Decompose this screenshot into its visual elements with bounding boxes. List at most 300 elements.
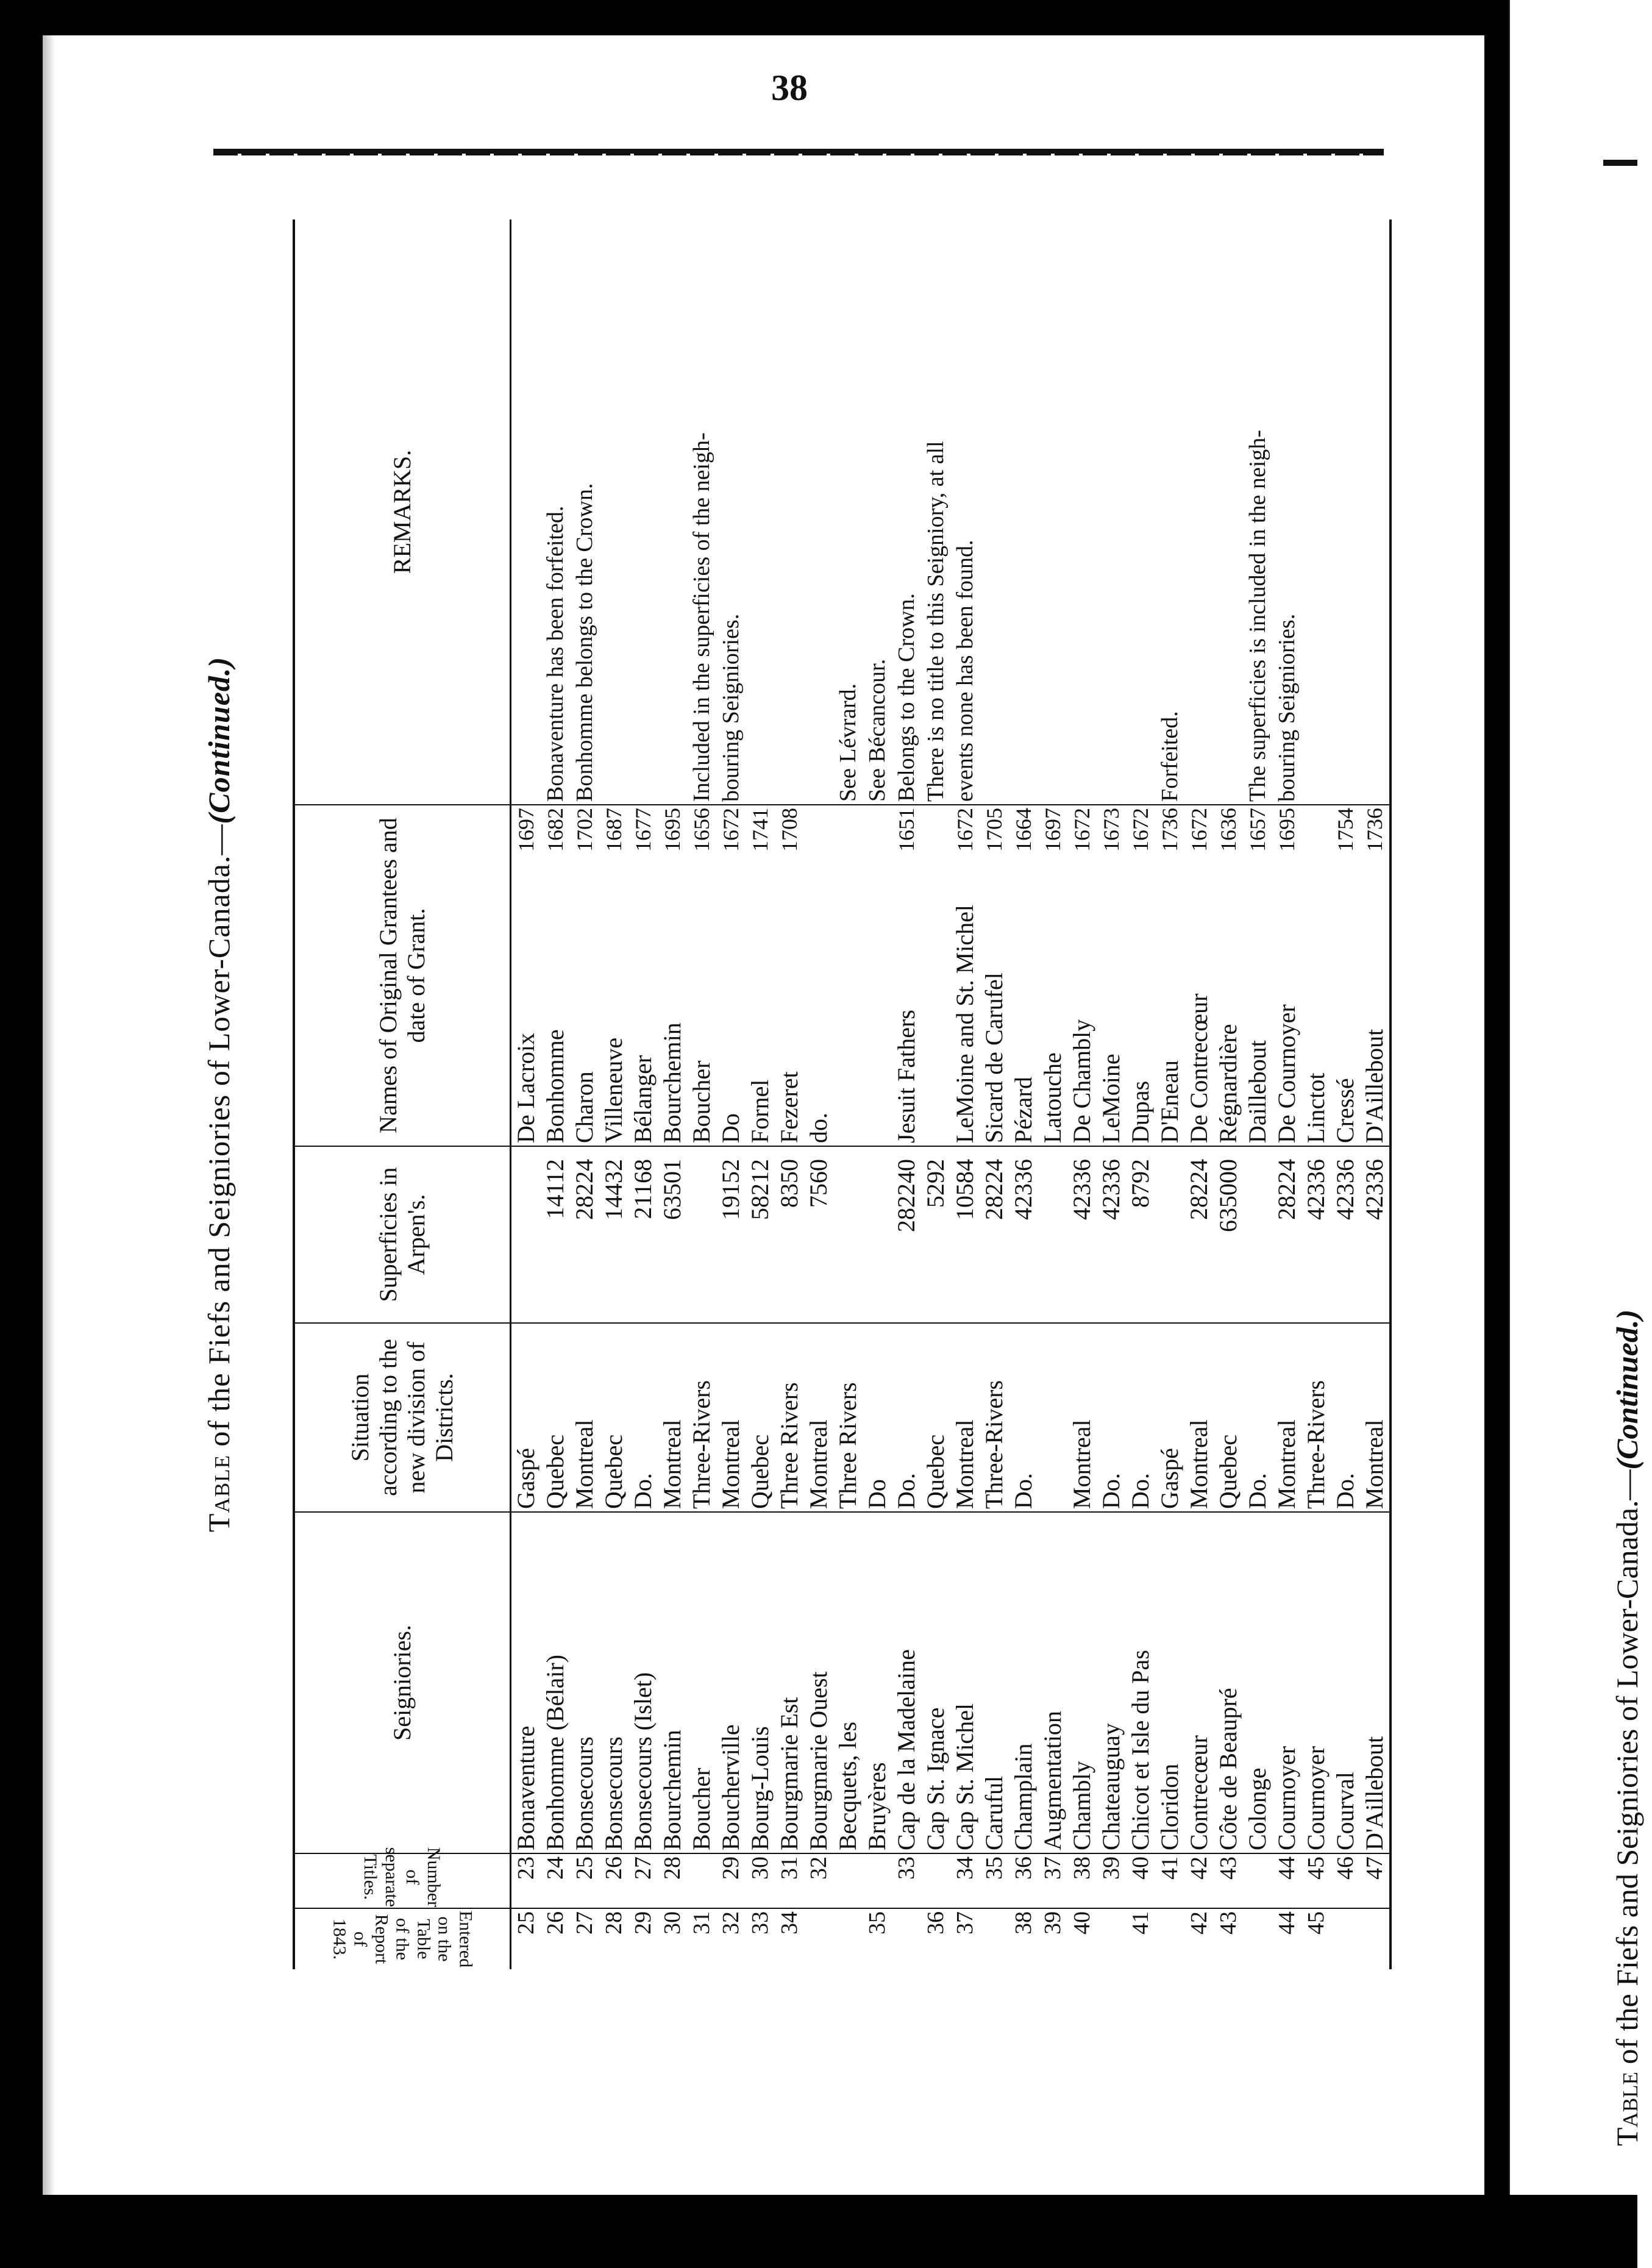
grant-date: 1672 <box>1070 808 1094 852</box>
cell-situation: Three Rivers <box>833 1323 863 1512</box>
cell-number <box>863 1853 892 1908</box>
cell-number: 38 <box>1067 1853 1097 1908</box>
cell-seigniory: Bourgmarie Est <box>775 1512 804 1853</box>
cell-situation: Do <box>863 1323 892 1512</box>
cell-remarks <box>1214 219 1243 805</box>
cell-situation: Montreal <box>1360 1323 1390 1512</box>
cell-seigniory: Caruful <box>980 1512 1009 1853</box>
cell-remarks: Forfeited. <box>1155 219 1184 805</box>
cell-superficies: 28224 <box>1184 1146 1214 1323</box>
cell-grantee <box>1155 805 1184 1146</box>
table-row <box>511 219 541 1969</box>
cell-number: 44 <box>1272 1853 1301 1908</box>
table-row <box>1097 219 1126 1969</box>
header-remarks: REMARKS. <box>294 219 511 805</box>
cell-grantee <box>1097 805 1126 1146</box>
cell-grantee <box>775 805 804 1146</box>
cell-superficies: 28224 <box>1272 1146 1301 1323</box>
cell-entered: 36 <box>923 1911 949 1935</box>
grant-date: 1656 <box>689 808 714 852</box>
cell-remarks: The superficies is included in the neigh- <box>1243 219 1272 805</box>
cell-superficies: 14432 <box>599 1146 628 1323</box>
header-superficies: Superficies in Arpen's. <box>294 1146 511 1323</box>
grantee-name: De Cournoyer <box>1273 1004 1300 1143</box>
grant-date: 1672 <box>1187 808 1211 852</box>
grant-date: 1677 <box>631 808 655 852</box>
grantee-name: LeMoine <box>1097 1054 1125 1143</box>
cell-entered <box>1360 1908 1390 1969</box>
cell-number: 31 <box>775 1853 804 1908</box>
grant-date: 1741 <box>748 808 772 852</box>
cell-grantee <box>892 805 921 1146</box>
table-row <box>1126 219 1155 1969</box>
cell-remarks: Bonaventure has been forfeited. <box>541 219 570 805</box>
grantee-name: Fornel <box>746 1079 774 1143</box>
cell-entered <box>1331 1908 1360 1969</box>
cell-situation: Montreal <box>1184 1323 1214 1512</box>
cell-situation: Gaspé <box>1155 1323 1184 1512</box>
cell-grantee <box>746 805 775 1146</box>
cell-number: 34 <box>950 1853 980 1908</box>
cell-situation: Montreal <box>570 1323 599 1512</box>
cell-superficies <box>1243 1146 1272 1323</box>
cell-situation: Do. <box>1126 1323 1155 1512</box>
grantee-name: Fezeret <box>775 1071 803 1143</box>
cell-number: 35 <box>980 1853 1009 1908</box>
cell-seigniory: D'Aillebout <box>1360 1512 1390 1853</box>
table-row <box>950 219 980 1969</box>
cell-grantee <box>921 805 950 1146</box>
cell-seigniory: Cloridon <box>1155 1512 1184 1853</box>
cell-number: 27 <box>628 1853 658 1908</box>
cell-entered: 25 <box>513 1911 539 1935</box>
cell-entered <box>833 1908 863 1969</box>
cell-superficies: 8792 <box>1126 1146 1155 1323</box>
cell-superficies: 5292 <box>921 1146 950 1323</box>
cell-entered <box>980 1908 1009 1969</box>
cell-number: 23 <box>511 1853 541 1908</box>
cell-entered: 29 <box>630 1911 656 1935</box>
grant-date: 1695 <box>1275 808 1299 852</box>
grant-date: 1702 <box>572 808 597 852</box>
cell-situation: Montreal <box>1272 1323 1301 1512</box>
cell-situation: Quebec <box>541 1323 570 1512</box>
table-header-row <box>294 219 511 1969</box>
cell-entered: 30 <box>660 1911 685 1935</box>
cell-situation: Do. <box>1009 1323 1038 1512</box>
cell-remarks <box>1331 219 1360 805</box>
cell-number: 36 <box>1009 1853 1038 1908</box>
scan-border-left <box>0 0 43 2268</box>
next-page-rule <box>1603 160 1637 166</box>
cell-remarks <box>511 219 541 805</box>
top-rule-dashes <box>213 154 1384 155</box>
table-row <box>921 219 950 1969</box>
cell-grantee <box>599 805 628 1146</box>
seigniories-table <box>293 219 1392 1969</box>
cell-entered: 41 <box>1128 1911 1153 1935</box>
table-row <box>1272 219 1301 1969</box>
table-title <box>201 219 250 1969</box>
grant-date: 1672 <box>953 808 977 852</box>
cell-remarks <box>980 219 1009 805</box>
grantee-name: Dupas <box>1127 1080 1154 1143</box>
cell-superficies <box>833 1146 863 1323</box>
grantee-name: D'Aillebout <box>1361 1029 1388 1143</box>
cell-situation: Do. <box>1243 1323 1272 1512</box>
cell-entered: 32 <box>718 1911 744 1935</box>
cell-remarks <box>1301 219 1331 805</box>
cell-superficies: 282240 <box>892 1146 921 1323</box>
cell-seigniory: Contrecœur <box>1184 1512 1214 1853</box>
cell-situation: Quebec <box>921 1323 950 1512</box>
cell-grantee <box>1214 805 1243 1146</box>
title-main: of the Fiefs and Seigniories of Lower-Canada.— <box>202 824 236 1455</box>
table-row <box>1155 219 1184 1969</box>
scan-border-bottom <box>0 2195 1637 2268</box>
grantee-name: Cressé <box>1331 1078 1359 1143</box>
cell-grantee <box>628 805 658 1146</box>
cell-superficies: 21168 <box>628 1146 658 1323</box>
cell-remarks <box>1126 219 1155 805</box>
cell-entered: 39 <box>1040 1911 1066 1935</box>
grantee-name: Charon <box>571 1071 598 1143</box>
grant-date: 1664 <box>1011 808 1036 852</box>
grantee-name: Pézard <box>1009 1077 1037 1143</box>
cell-seigniory: Cournoyer <box>1301 1512 1331 1853</box>
grant-date: 1682 <box>543 808 568 852</box>
grantee-name: Linctot <box>1302 1072 1330 1143</box>
cell-situation: Do. <box>892 1323 921 1512</box>
cell-superficies: 42336 <box>1097 1146 1126 1323</box>
cell-remarks <box>628 219 658 805</box>
cell-number: 40 <box>1126 1853 1155 1908</box>
cell-grantee <box>1038 805 1067 1146</box>
cell-seigniory: Bourg-Louis <box>746 1512 775 1853</box>
cell-superficies <box>687 1146 716 1323</box>
cell-remarks <box>804 219 833 805</box>
cell-seigniory: Cournoyer <box>1272 1512 1301 1853</box>
cell-grantee <box>1126 805 1155 1146</box>
page-fold <box>43 35 55 2195</box>
grantee-name: De Chambly <box>1068 1019 1095 1143</box>
table-row <box>1038 219 1067 1969</box>
header-seigniories: Seigniories. <box>294 1512 511 1853</box>
cell-situation: Do. <box>1331 1323 1360 1512</box>
cell-grantee <box>570 805 599 1146</box>
cell-grantee <box>863 805 892 1146</box>
cell-situation: Gaspé <box>511 1323 541 1512</box>
cell-situation: Quebec <box>599 1323 628 1512</box>
grant-date: 1736 <box>1158 808 1182 852</box>
cell-situation: Montreal <box>1067 1323 1097 1512</box>
grant-date: 1672 <box>719 808 743 852</box>
header-number: Number of separate Titles. <box>294 1853 511 1908</box>
cell-superficies: 28224 <box>570 1146 599 1323</box>
table-row <box>1301 219 1331 1969</box>
cell-number: 43 <box>1214 1853 1243 1908</box>
next-title-lead: Table <box>1610 2072 1644 2146</box>
cell-seigniory: Chambly <box>1067 1512 1097 1853</box>
grant-date: 1695 <box>660 808 685 852</box>
cell-number: 32 <box>804 1853 833 1908</box>
cell-situation: Do. <box>1097 1323 1126 1512</box>
cell-superficies <box>1155 1146 1184 1323</box>
cell-seigniory: Bonsecours (Islet) <box>628 1512 658 1853</box>
cell-entered: 28 <box>601 1911 627 1935</box>
header-grantees: Names of Original Grantees and date of Grant. <box>294 805 511 1146</box>
cell-superficies: 42336 <box>1301 1146 1331 1323</box>
cell-superficies: 28224 <box>980 1146 1009 1323</box>
cell-remarks <box>1360 219 1390 805</box>
cell-number: 45 <box>1301 1853 1331 1908</box>
grantee-name: Jesuit Fathers <box>892 1010 920 1143</box>
cell-remarks <box>1038 219 1067 805</box>
cell-entered: 34 <box>777 1911 802 1935</box>
title-lead: Table <box>202 1455 236 1533</box>
scan-gutter <box>1484 0 1509 2268</box>
grant-date: 1672 <box>1128 808 1153 852</box>
cell-entered: 44 <box>1274 1911 1300 1935</box>
grantee-name: Villeneuve <box>600 1037 627 1143</box>
grantee-name: De Lacroix <box>512 1032 539 1143</box>
grant-date: 1657 <box>1245 808 1270 852</box>
cell-remarks <box>599 219 628 805</box>
cell-seigniory: Bonhomme (Bélair) <box>541 1512 570 1853</box>
cell-number: 29 <box>716 1853 746 1908</box>
cell-situation: Do. <box>628 1323 658 1512</box>
cell-seigniory: Courval <box>1331 1512 1360 1853</box>
table-row <box>687 219 716 1969</box>
table-row <box>863 219 892 1969</box>
cell-seigniory: Bonsecours <box>570 1512 599 1853</box>
cell-remarks: bouring Seigniories. <box>716 219 746 805</box>
cell-superficies: 635000 <box>1214 1146 1243 1323</box>
cell-remarks <box>746 219 775 805</box>
cell-entered: 27 <box>572 1911 597 1935</box>
table-row <box>1331 219 1360 1969</box>
cell-entered <box>1243 1908 1272 1969</box>
scan-border-top <box>0 0 1637 35</box>
grantee-name: do. <box>805 1113 832 1143</box>
cell-seigniory: Cap de la Madelaine <box>892 1512 921 1853</box>
cell-situation: Quebec <box>1214 1323 1243 1512</box>
cell-remarks: Bonhomme belongs to the Crown. <box>570 219 599 805</box>
cell-remarks <box>1009 219 1038 805</box>
page-number: 38 <box>771 68 808 108</box>
table-row <box>980 219 1009 1969</box>
cell-seigniory: Bonsecours <box>599 1512 628 1853</box>
cell-grantee <box>804 805 833 1146</box>
cell-seigniory: Boucher <box>687 1512 716 1853</box>
grant-date: 1736 <box>1362 808 1387 852</box>
cell-superficies: 14112 <box>541 1146 570 1323</box>
cell-seigniory: Bonaventure <box>511 1512 541 1853</box>
cell-remarks <box>658 219 687 805</box>
header-situation: Situation according to the new division of Districts. <box>294 1323 511 1512</box>
cell-grantee <box>511 805 541 1146</box>
table-row <box>775 219 804 1969</box>
cell-remarks: events none has been found. <box>950 219 980 805</box>
cell-superficies <box>511 1146 541 1323</box>
table-row <box>658 219 687 1969</box>
cell-grantee <box>980 805 1009 1146</box>
table-row <box>1214 219 1243 1969</box>
table-row <box>716 219 746 1969</box>
grant-date: 1754 <box>1333 808 1358 852</box>
grantee-name: Boucher <box>688 1060 715 1143</box>
cell-seigniory: Cap St. Michel <box>950 1512 980 1853</box>
grant-date: 1687 <box>602 808 626 852</box>
rotated-table-block <box>202 219 1388 1969</box>
cell-grantee <box>1331 805 1360 1146</box>
cell-superficies: 63501 <box>658 1146 687 1323</box>
cell-superficies: 10584 <box>950 1146 980 1323</box>
grant-date: 1708 <box>777 808 802 852</box>
cell-entered: 42 <box>1186 1911 1212 1935</box>
cell-grantee <box>1009 805 1038 1146</box>
cell-entered: 43 <box>1216 1911 1241 1935</box>
cell-remarks <box>1097 219 1126 805</box>
cell-entered: 40 <box>1069 1911 1095 1935</box>
cell-situation: Three-Rivers <box>1301 1323 1331 1512</box>
cell-entered: 38 <box>1011 1911 1036 1935</box>
cell-grantee <box>1272 805 1301 1146</box>
cell-grantee <box>833 805 863 1146</box>
grantee-name: Bonhomme <box>541 1029 569 1143</box>
grant-date: 1697 <box>514 808 538 852</box>
cell-number: 39 <box>1097 1853 1126 1908</box>
cell-situation: Three-Rivers <box>980 1323 1009 1512</box>
table-row <box>1360 219 1390 1969</box>
table-row <box>892 219 921 1969</box>
cell-entered: 33 <box>747 1911 773 1935</box>
cell-number: 37 <box>1038 1853 1067 1908</box>
table-row <box>570 219 599 1969</box>
table-body <box>511 219 1391 1969</box>
cell-grantee <box>950 805 980 1146</box>
cell-grantee <box>687 805 716 1146</box>
cell-situation: Three-Rivers <box>687 1323 716 1512</box>
next-page-title <box>1609 988 1652 2146</box>
grantee-name: D'Eneau <box>1156 1060 1183 1143</box>
cell-remarks <box>1067 219 1097 805</box>
cell-seigniory: Becquets, les <box>833 1512 863 1853</box>
grantee-name: Sicard de Carufel <box>980 972 1008 1143</box>
grant-date: 1651 <box>894 808 919 852</box>
cell-superficies: 42336 <box>1360 1146 1390 1323</box>
cell-situation <box>1038 1323 1067 1512</box>
cell-number <box>1243 1853 1272 1908</box>
table-row <box>599 219 628 1969</box>
cell-superficies: 19152 <box>716 1146 746 1323</box>
cell-entered: 26 <box>543 1911 568 1935</box>
grantee-name: LeMoine and St. Michel <box>951 904 978 1143</box>
cell-remarks: bouring Seigniories. <box>1272 219 1301 805</box>
table-row <box>1067 219 1097 1969</box>
cell-grantee <box>658 805 687 1146</box>
cell-seigniory: Champlain <box>1009 1512 1038 1853</box>
cell-grantee <box>1243 805 1272 1146</box>
cell-grantee <box>1301 805 1331 1146</box>
cell-seigniory: Cap St. Ignace <box>921 1512 950 1853</box>
grantee-name: Bourchemin <box>658 1022 686 1143</box>
cell-seigniory: Bourchemin <box>658 1512 687 1853</box>
cell-seigniory: Bruyères <box>863 1512 892 1853</box>
cell-grantee <box>541 805 570 1146</box>
cell-situation: Montreal <box>716 1323 746 1512</box>
cell-grantee <box>1360 805 1390 1146</box>
cell-number: 33 <box>892 1853 921 1908</box>
cell-seigniory: Chateauguay <box>1097 1512 1126 1853</box>
cell-seigniory: Chicot et Isle du Pas <box>1126 1512 1155 1853</box>
next-title-main: of the Fiefs and Seigniories of Lower-Canada.— <box>1610 1469 1644 2072</box>
next-title-continued: (Continued.) <box>1610 1309 1644 1470</box>
cell-grantee <box>1184 805 1214 1146</box>
cell-number <box>833 1853 863 1908</box>
table-row <box>1184 219 1214 1969</box>
grantee-name: Do <box>717 1113 744 1143</box>
cell-remarks: Included in the superficies of the neigh- <box>687 219 716 805</box>
table-row <box>628 219 658 1969</box>
cell-seigniory: Côte de Beaupré <box>1214 1512 1243 1853</box>
grant-date: 1636 <box>1216 808 1241 852</box>
cell-superficies: 8350 <box>775 1146 804 1323</box>
cell-remarks <box>1184 219 1214 805</box>
header-entered: Entered on the Table of the Report of 1843. <box>294 1908 511 1969</box>
table-row <box>1009 219 1038 1969</box>
cell-superficies <box>1038 1146 1067 1323</box>
cell-number: 41 <box>1155 1853 1184 1908</box>
cell-superficies <box>863 1146 892 1323</box>
cell-number: 42 <box>1184 1853 1214 1908</box>
cell-entered: 35 <box>864 1911 890 1935</box>
table-row <box>804 219 833 1969</box>
grantee-name: De Contrecœur <box>1185 993 1212 1143</box>
table-row <box>541 219 570 1969</box>
cell-superficies: 42336 <box>1009 1146 1038 1323</box>
cell-superficies: 7560 <box>804 1146 833 1323</box>
cell-situation: Montreal <box>804 1323 833 1512</box>
cell-situation: Montreal <box>950 1323 980 1512</box>
cell-superficies: 58212 <box>746 1146 775 1323</box>
cell-entered <box>1097 1908 1126 1969</box>
cell-entered <box>892 1908 921 1969</box>
cell-entered: 45 <box>1303 1911 1329 1935</box>
cell-remarks: See Lévrard. <box>833 219 863 805</box>
table-row <box>746 219 775 1969</box>
cell-number <box>921 1853 950 1908</box>
cell-remarks <box>775 219 804 805</box>
cell-number: 47 <box>1360 1853 1390 1908</box>
grantee-name: Régnardière <box>1214 1024 1242 1143</box>
cell-number: 28 <box>658 1853 687 1908</box>
table-row <box>1243 219 1272 1969</box>
cell-number: 26 <box>599 1853 628 1908</box>
cell-remarks: See Bécancour. <box>863 219 892 805</box>
cell-entered: 31 <box>689 1911 714 1935</box>
grant-date: 1705 <box>982 808 1006 852</box>
cell-situation: Three Rivers <box>775 1323 804 1512</box>
grant-date: 1673 <box>1099 808 1123 852</box>
cell-entered <box>1155 1908 1184 1969</box>
cell-number: 25 <box>570 1853 599 1908</box>
cell-seigniory: Boucherville <box>716 1512 746 1853</box>
cell-grantee <box>716 805 746 1146</box>
cell-number: 46 <box>1331 1853 1360 1908</box>
cell-superficies: 42336 <box>1067 1146 1097 1323</box>
table-row <box>833 219 863 1969</box>
